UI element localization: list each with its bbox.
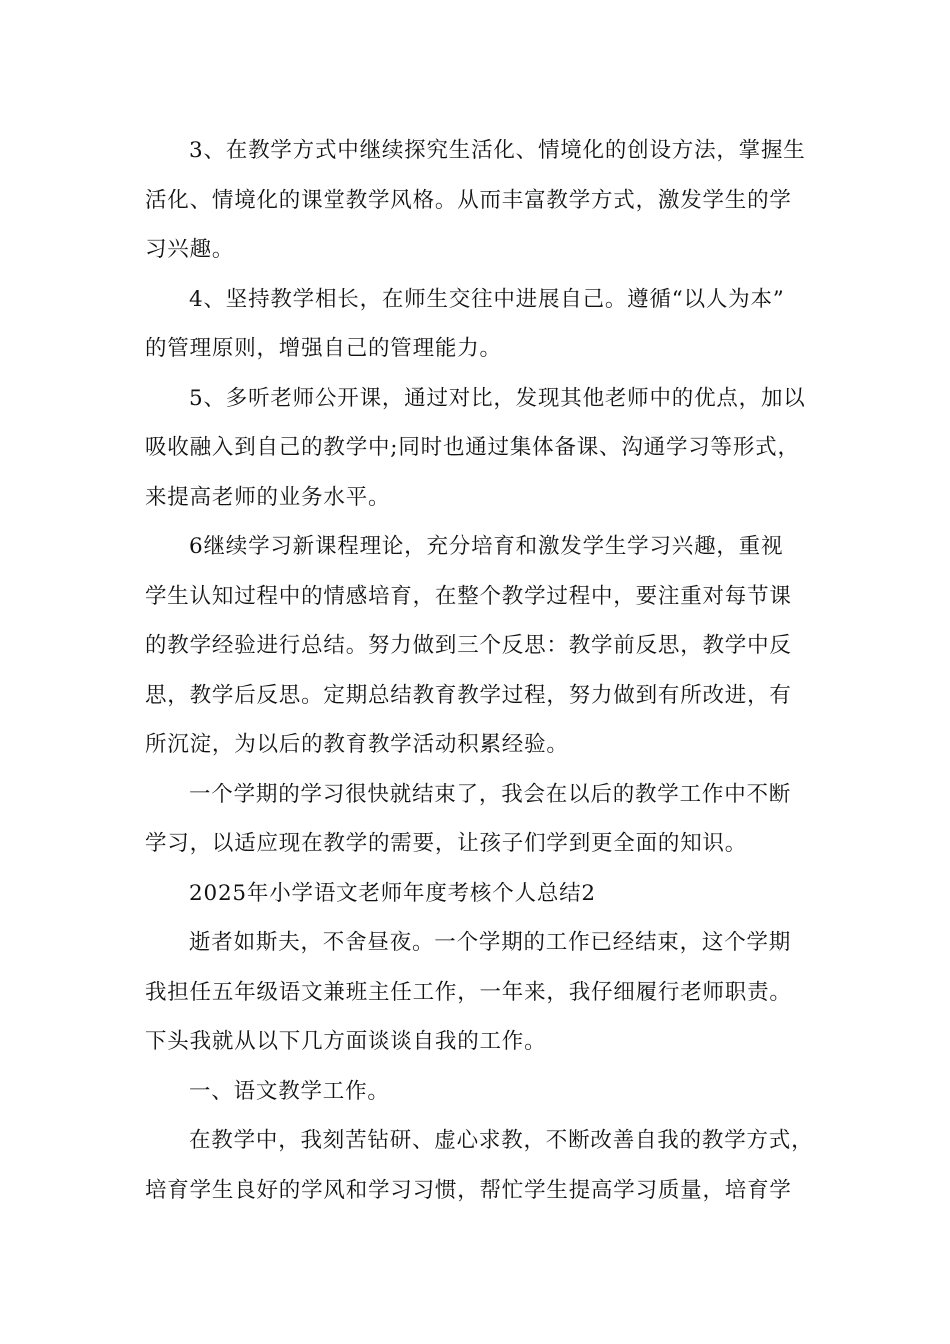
section-title: 2025年小学语文老师年度考核个人总结2 <box>189 880 596 906</box>
subsection-heading: 一、语文教学工作。 <box>189 1078 390 1104</box>
paragraph-6-line-5: 所沉淀，为以后的教育教学活动积累经验。 <box>145 732 569 757</box>
paragraph-3-line-2: 活化、情境化的课堂教学风格。从而丰富教学方式，激发学生的学 <box>145 187 792 213</box>
intro-paragraph-line-3: 下头我就从以下几方面谈谈自我的工作。 <box>145 1029 547 1054</box>
teaching-paragraph-line-2: 培育学生良好的学风和学习习惯，帮忙学生提高学习质量，培育学 <box>145 1177 792 1203</box>
paragraph-6-line-3: 的教学经验进行总结。努力做到三个反思：教学前反思，教学中反 <box>145 633 792 658</box>
document-body <box>145 126 815 1215</box>
paragraph-3-line-1: 3、在教学方式中继续探究生活化、情境化的创设方法，掌握生 <box>189 138 806 163</box>
paragraph-4-line-2: 的管理原则，增强自己的管理能力。 <box>145 336 502 361</box>
intro-paragraph-line-1: 逝者如斯夫，不舍昼夜。一个学期的工作已经结束，这个学期 <box>189 930 792 955</box>
closing-paragraph-line-1: 一个学期的学习很快就结束了，我会在以后的教学工作中不断 <box>189 781 792 807</box>
paragraph-6-line-2: 学生认知过程中的情感培育，在整个教学过程中，要注重对每节课 <box>145 583 792 609</box>
paragraph-6-line-1: 6继续学习新课程理论，充分培育和激发学生学习兴趣，重视 <box>189 534 784 559</box>
paragraph-5-line-2: 吸收融入到自己的教学中;同时也通过集体备课、沟通学习等形式， <box>145 435 800 460</box>
closing-paragraph-line-2: 学习，以适应现在教学的需要，让孩子们学到更全面的知识。 <box>145 831 748 856</box>
paragraph-5-line-1: 5、多听老师公开课，通过对比，发现其他老师中的优点，加以 <box>189 385 806 411</box>
paragraph-6-line-4: 思，教学后反思。定期总结教育教学过程，努力做到有所改进，有 <box>145 682 792 708</box>
paragraph-3-line-3: 习兴趣。 <box>145 237 235 262</box>
paragraph-4-line-1: 4、坚持教学相长，在师生交往中进展自己。遵循“以人为本” <box>189 286 785 312</box>
paragraph-5-line-3: 来提高老师的业务水平。 <box>145 484 391 510</box>
intro-paragraph-line-2: 我担任五年级语文兼班主任工作，一年来，我仔细履行老师职责。 <box>145 979 792 1005</box>
teaching-paragraph-line-1: 在教学中，我刻苦钻研、虚心求教，不断改善自我的教学方式， <box>189 1128 814 1153</box>
